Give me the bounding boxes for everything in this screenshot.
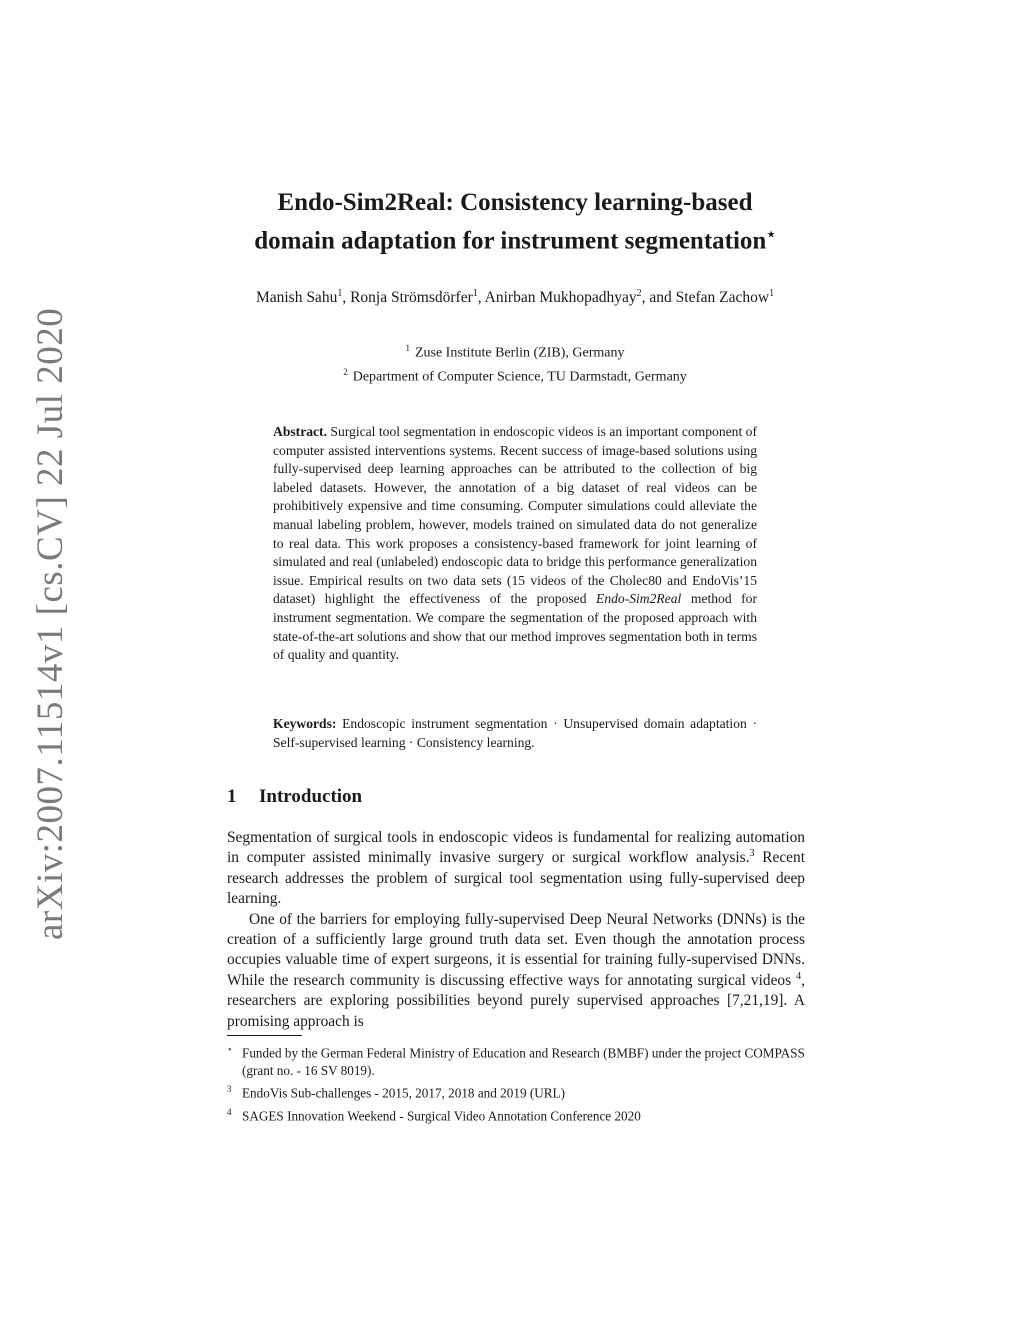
footnote-mark: ⋆	[227, 1044, 233, 1054]
author-name: Ronja Strömsdörfer	[350, 289, 473, 307]
footnote-rule	[227, 1035, 302, 1036]
footnote-ref: 3	[749, 848, 755, 860]
author-name: Manish Sahu	[255, 289, 338, 307]
abstract	[273, 423, 757, 665]
affiliations	[215, 339, 815, 386]
author-affil-sup: 1	[337, 288, 343, 299]
intro-text: Recent research addresses the problem of surgical tool segmentation using fully-supervised deep learning.	[227, 849, 805, 908]
intro-paragraph	[227, 910, 805, 1032]
footnote-mark: 4	[227, 1106, 232, 1117]
author-affil-sup: 2	[636, 288, 642, 299]
abstract-text: method for instrument segmentation. We compare the segmentation of the proposed approach with state-of-the-art solutions and show that our method improves segmentation both in terms of quality and quantity.	[273, 591, 757, 663]
affiliation-number: 1	[405, 343, 410, 353]
intro-text: Segmentation of surgical tools in endoscopic videos is fundamental for realizing automation in computer assisted minimally invasive surgery or surgical workflow analysis.	[227, 829, 805, 867]
footnote-item	[227, 1080, 805, 1102]
author-affil-sup: 1	[472, 288, 478, 299]
abstract-text: Surgical tool segmentation in endoscopic videos is an important component of computer assisted interventions systems. Recent success of image-based solutions using fully-supervised deep learning approaches can be attributed to the collection of big labeled datasets. However, the annotation of a big dataset of real videos can be prohibitively expensive and time consuming. Computer simulations could alleviate the manual labeling problem, however, models trained on simulated data do not generalize to real data. This work proposes a consistency-based framework for joint learning of simulated and real (unlabeled) endoscopic data to bridge this performance generalization issue. Empirical results on two data sets (15 videos of the Cholec80 and EndoVis’15 dataset) highlight the effectiveness of the proposed	[273, 424, 757, 607]
title-footnote-marker: ⋆	[766, 227, 776, 243]
method-name: Endo-Sim2Real	[596, 591, 682, 607]
intro-text: One of the barriers for employing fully-supervised Deep Neural Networks (DNNs) is the creation of a sufficiently large ground truth data set. Even though the annotation process occupies valuable time of expert surgeons, it is essential for training fully-supervised DNNs. While the research community is discussing effective ways for annotating surgical videos	[227, 910, 805, 989]
footnote-text: SAGES Innovation Weekend - Surgical Video Annotation Conference 2020	[242, 1108, 641, 1124]
keywords	[273, 715, 757, 752]
abstract-label: Abstract.	[273, 424, 327, 439]
footnote-text: EndoVis Sub-challenges - 2015, 2017, 2018 and 2019 (URL)	[242, 1085, 565, 1101]
section-title: Introduction	[259, 786, 363, 807]
footnote-ref: 4	[796, 970, 802, 982]
section-heading	[227, 785, 362, 809]
arxiv-stamp: arXiv:2007.11514v1 [cs.CV] 22 Jul 2020	[30, 307, 71, 940]
intro-text: , researchers are exploring possibilities beyond purely supervised approaches [7,21,19]. A promising approach is	[227, 971, 805, 1030]
title-line-2: domain adaptation for instrument segmentation	[254, 227, 767, 255]
author-list: Manish Sahu$^1$, Ronja Strömsdörfer$^1$, Anirban Mukhopadhyay$^2$, and Stefan Zachow$^1$	[255, 288, 775, 307]
affiliation-text: Zuse Institute Berlin (ZIB), Germany	[414, 345, 625, 361]
keywords-text: Endoscopic instrument segmentation · Unsupervised domain adaptation · Self-supervised learning · Consistency learning.	[273, 716, 757, 750]
introduction-body	[227, 828, 805, 1032]
title-line-1: Endo-Sim2Real: Consistency learning-based	[277, 189, 753, 216]
paper-title	[200, 186, 830, 257]
section-number: 1	[227, 786, 237, 807]
affiliation-item	[215, 363, 815, 387]
footnote-text: Funded by the German Federal Ministry of Education and Research (BMBF) under the project COMPASS (grant no. - 16 SV 8019).	[242, 1045, 805, 1079]
keywords-label: Keywords:	[273, 716, 337, 731]
affiliation-text: Department of Computer Science, TU Darmstadt, Germany	[352, 369, 687, 385]
affiliation-number: 2	[343, 366, 348, 377]
affiliation-item	[215, 339, 815, 363]
author-affil-sup: 1	[769, 288, 775, 299]
footnotes	[227, 1040, 805, 1125]
author-name: Anirban Mukhopadhyay	[484, 289, 637, 307]
intro-paragraph	[227, 828, 805, 910]
footnote-item	[227, 1040, 805, 1080]
author-name: Stefan Zachow	[675, 289, 770, 307]
footnote-mark: 3	[227, 1084, 232, 1095]
footnote-item	[227, 1103, 805, 1125]
